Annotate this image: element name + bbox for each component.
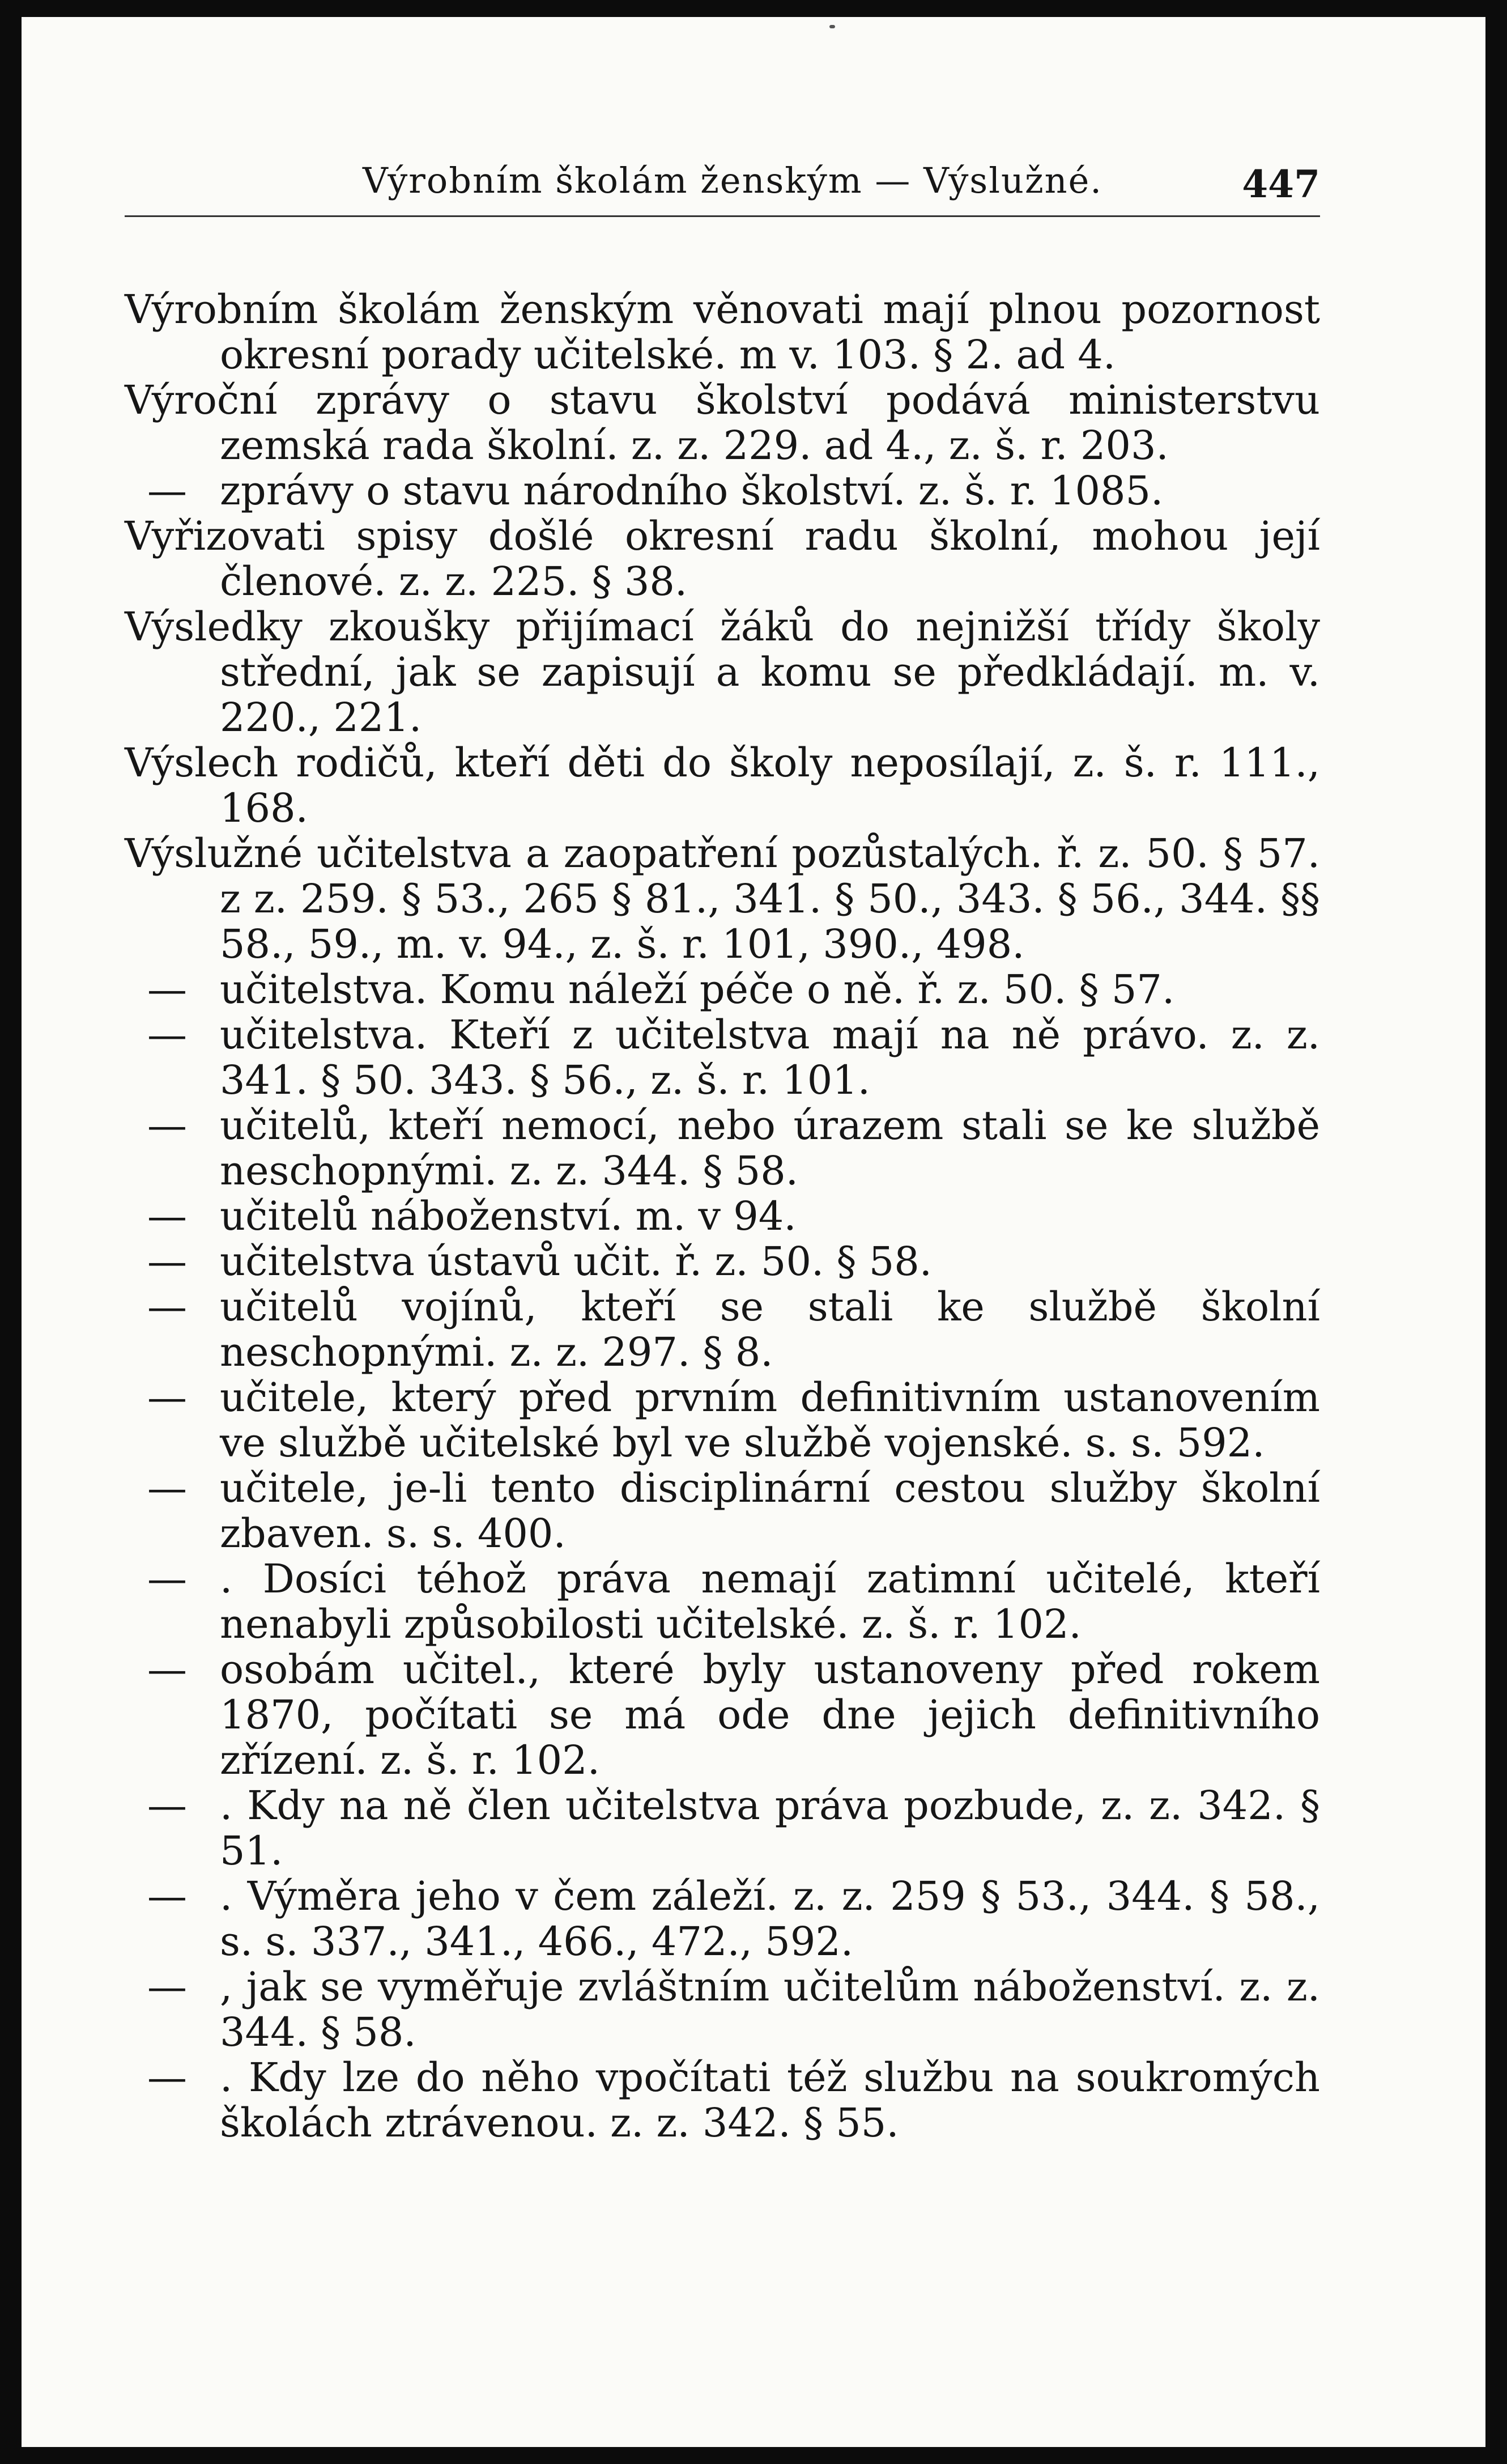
- continuation-dash: —: [147, 468, 187, 514]
- continuation-dash: —: [147, 966, 187, 1013]
- entry-text: zprávy o stavu národního školství. z. š. r. 1085.: [220, 468, 1164, 514]
- running-title: Výrobním školám ženským — Výslužné.: [363, 160, 1102, 201]
- continuation-dash: —: [147, 1646, 187, 1693]
- continuation-dash: —: [147, 1012, 187, 1058]
- entry-text: osobám učitel., které byly ustanoveny před rokem 1870, počítati se má ode dne jejich definitivního zřízení. z. š. r. 102.: [220, 1646, 1320, 1783]
- index-subentry: [125, 1964, 1320, 2055]
- entry-text: učitelů, kteří nemocí, nebo úrazem stali se ke službě neschopnými. z. z. 344. § 58.: [220, 1102, 1320, 1194]
- continuation-dash: —: [147, 1284, 187, 1330]
- index-subentry: [125, 1284, 1320, 1375]
- index-subentry: [125, 1103, 1320, 1193]
- index-entry: [125, 513, 1320, 604]
- index-subentry: [125, 1874, 1320, 1964]
- continuation-dash: —: [147, 1556, 187, 1602]
- book-page: [22, 17, 1485, 2447]
- entry-text: Výslech rodičů, kteří děti do školy neposílají, z. š. r. 111., 168.: [125, 740, 1320, 831]
- entry-text: Výsledky zkoušky přijímací žáků do nejnižší třídy školy střední, jak se zapisují a komu se předkládají. m. v. 220., 221.: [125, 604, 1320, 741]
- index-entry: [125, 740, 1320, 831]
- entry-text: , jak se vyměřuje zvláštním učitelům náboženství. z. z. 344. § 58.: [220, 1964, 1320, 2055]
- entry-text: učitelů náboženství. m. v 94.: [220, 1193, 797, 1239]
- entry-text: Vyřizovati spisy došlé okresní radu školní, mohou její členové. z. z. 225. § 38.: [125, 513, 1320, 605]
- entry-text: učitelstva ústavů učit. ř. z. 50. § 58.: [220, 1238, 933, 1285]
- index-subentry: [125, 967, 1320, 1012]
- index-subentry: [125, 1375, 1320, 1465]
- index-subentry: [125, 1193, 1320, 1239]
- entry-text: . Dosíci téhož práva nemají zatimní učitelé, kteří nenabyli způsobilosti učitelské. z. š. r. 102.: [220, 1556, 1320, 1647]
- index-subentry: [125, 1465, 1320, 1556]
- entry-text: učitelstva. Kteří z učitelstva mají na ně právo. z. z. 341. § 50. 343. § 56., z. š. r. 101.: [220, 1012, 1320, 1103]
- entry-text: . Kdy lze do něho vpočítati též službu na soukromých školách ztrávenou. z. z. 342. § 55.: [220, 2054, 1320, 2146]
- entry-text: . Kdy na ně člen učitelstva práva pozbude, z. z. 342. § 51.: [220, 1782, 1320, 1874]
- continuation-dash: —: [147, 1102, 187, 1149]
- print-speck: [829, 25, 835, 28]
- index-entries: [125, 287, 1320, 2146]
- entry-text: učitele, který před prvním definitivním ustanovením ve službě učitelské byl ve službě vojenské. s. s. 592.: [220, 1374, 1320, 1466]
- index-subentry: [125, 1647, 1320, 1783]
- entry-text: . Výměra jeho v čem záleží. z. z. 259 § 53., 344. § 58., s. s. 337., 341., 466., 472., 592.: [220, 1873, 1320, 1965]
- index-subentry: [125, 1012, 1320, 1103]
- entry-text: učitele, je-li tento disciplinární cestou služby školní zbaven. s. s. 400.: [220, 1465, 1320, 1557]
- index-entry: [125, 604, 1320, 740]
- index-entry: [125, 287, 1320, 377]
- continuation-dash: —: [147, 1238, 187, 1285]
- continuation-dash: —: [147, 1964, 187, 2010]
- continuation-dash: —: [147, 1374, 187, 1421]
- running-head: [125, 143, 1320, 211]
- continuation-dash: —: [147, 1782, 187, 1829]
- index-subentry: [125, 2055, 1320, 2146]
- continuation-dash: —: [147, 1193, 187, 1239]
- index-subentry: [125, 1556, 1320, 1647]
- continuation-dash: —: [147, 1873, 187, 1919]
- index-entry: [125, 831, 1320, 967]
- index-subentry: [125, 1239, 1320, 1284]
- entry-text: Výrobním školám ženským věnovati mají plnou pozornost okresní porady učitelské. m v. 103. § 2. ad 4.: [125, 286, 1320, 378]
- index-entry: [125, 377, 1320, 468]
- entry-text: učitelů vojínů, kteří se stali ke službě školní neschopnými. z. z. 297. § 8.: [220, 1284, 1320, 1375]
- continuation-dash: —: [147, 1465, 187, 1511]
- page-number: 447: [1242, 162, 1320, 206]
- index-subentry: [125, 1783, 1320, 1874]
- header-rule: [125, 215, 1320, 217]
- index-subentry: [125, 468, 1320, 513]
- continuation-dash: —: [147, 2054, 187, 2101]
- entry-text: učitelstva. Komu náleží péče o ně. ř. z. 50. § 57.: [220, 966, 1175, 1013]
- entry-text: Výroční zprávy o stavu školství podává ministerstvu zemská rada školní. z. z. 229. ad 4., z. š. r. 203.: [125, 377, 1320, 469]
- entry-text: Výslužné učitelstva a zaopatření pozůstalých. ř. z. 50. § 57. z z. 259. § 53., 265 § 81., 341. § 50., 343. § 56., 344. §§ 58., 59., m. v. 94., z. š. r. 101, 390., 498.: [125, 830, 1320, 967]
